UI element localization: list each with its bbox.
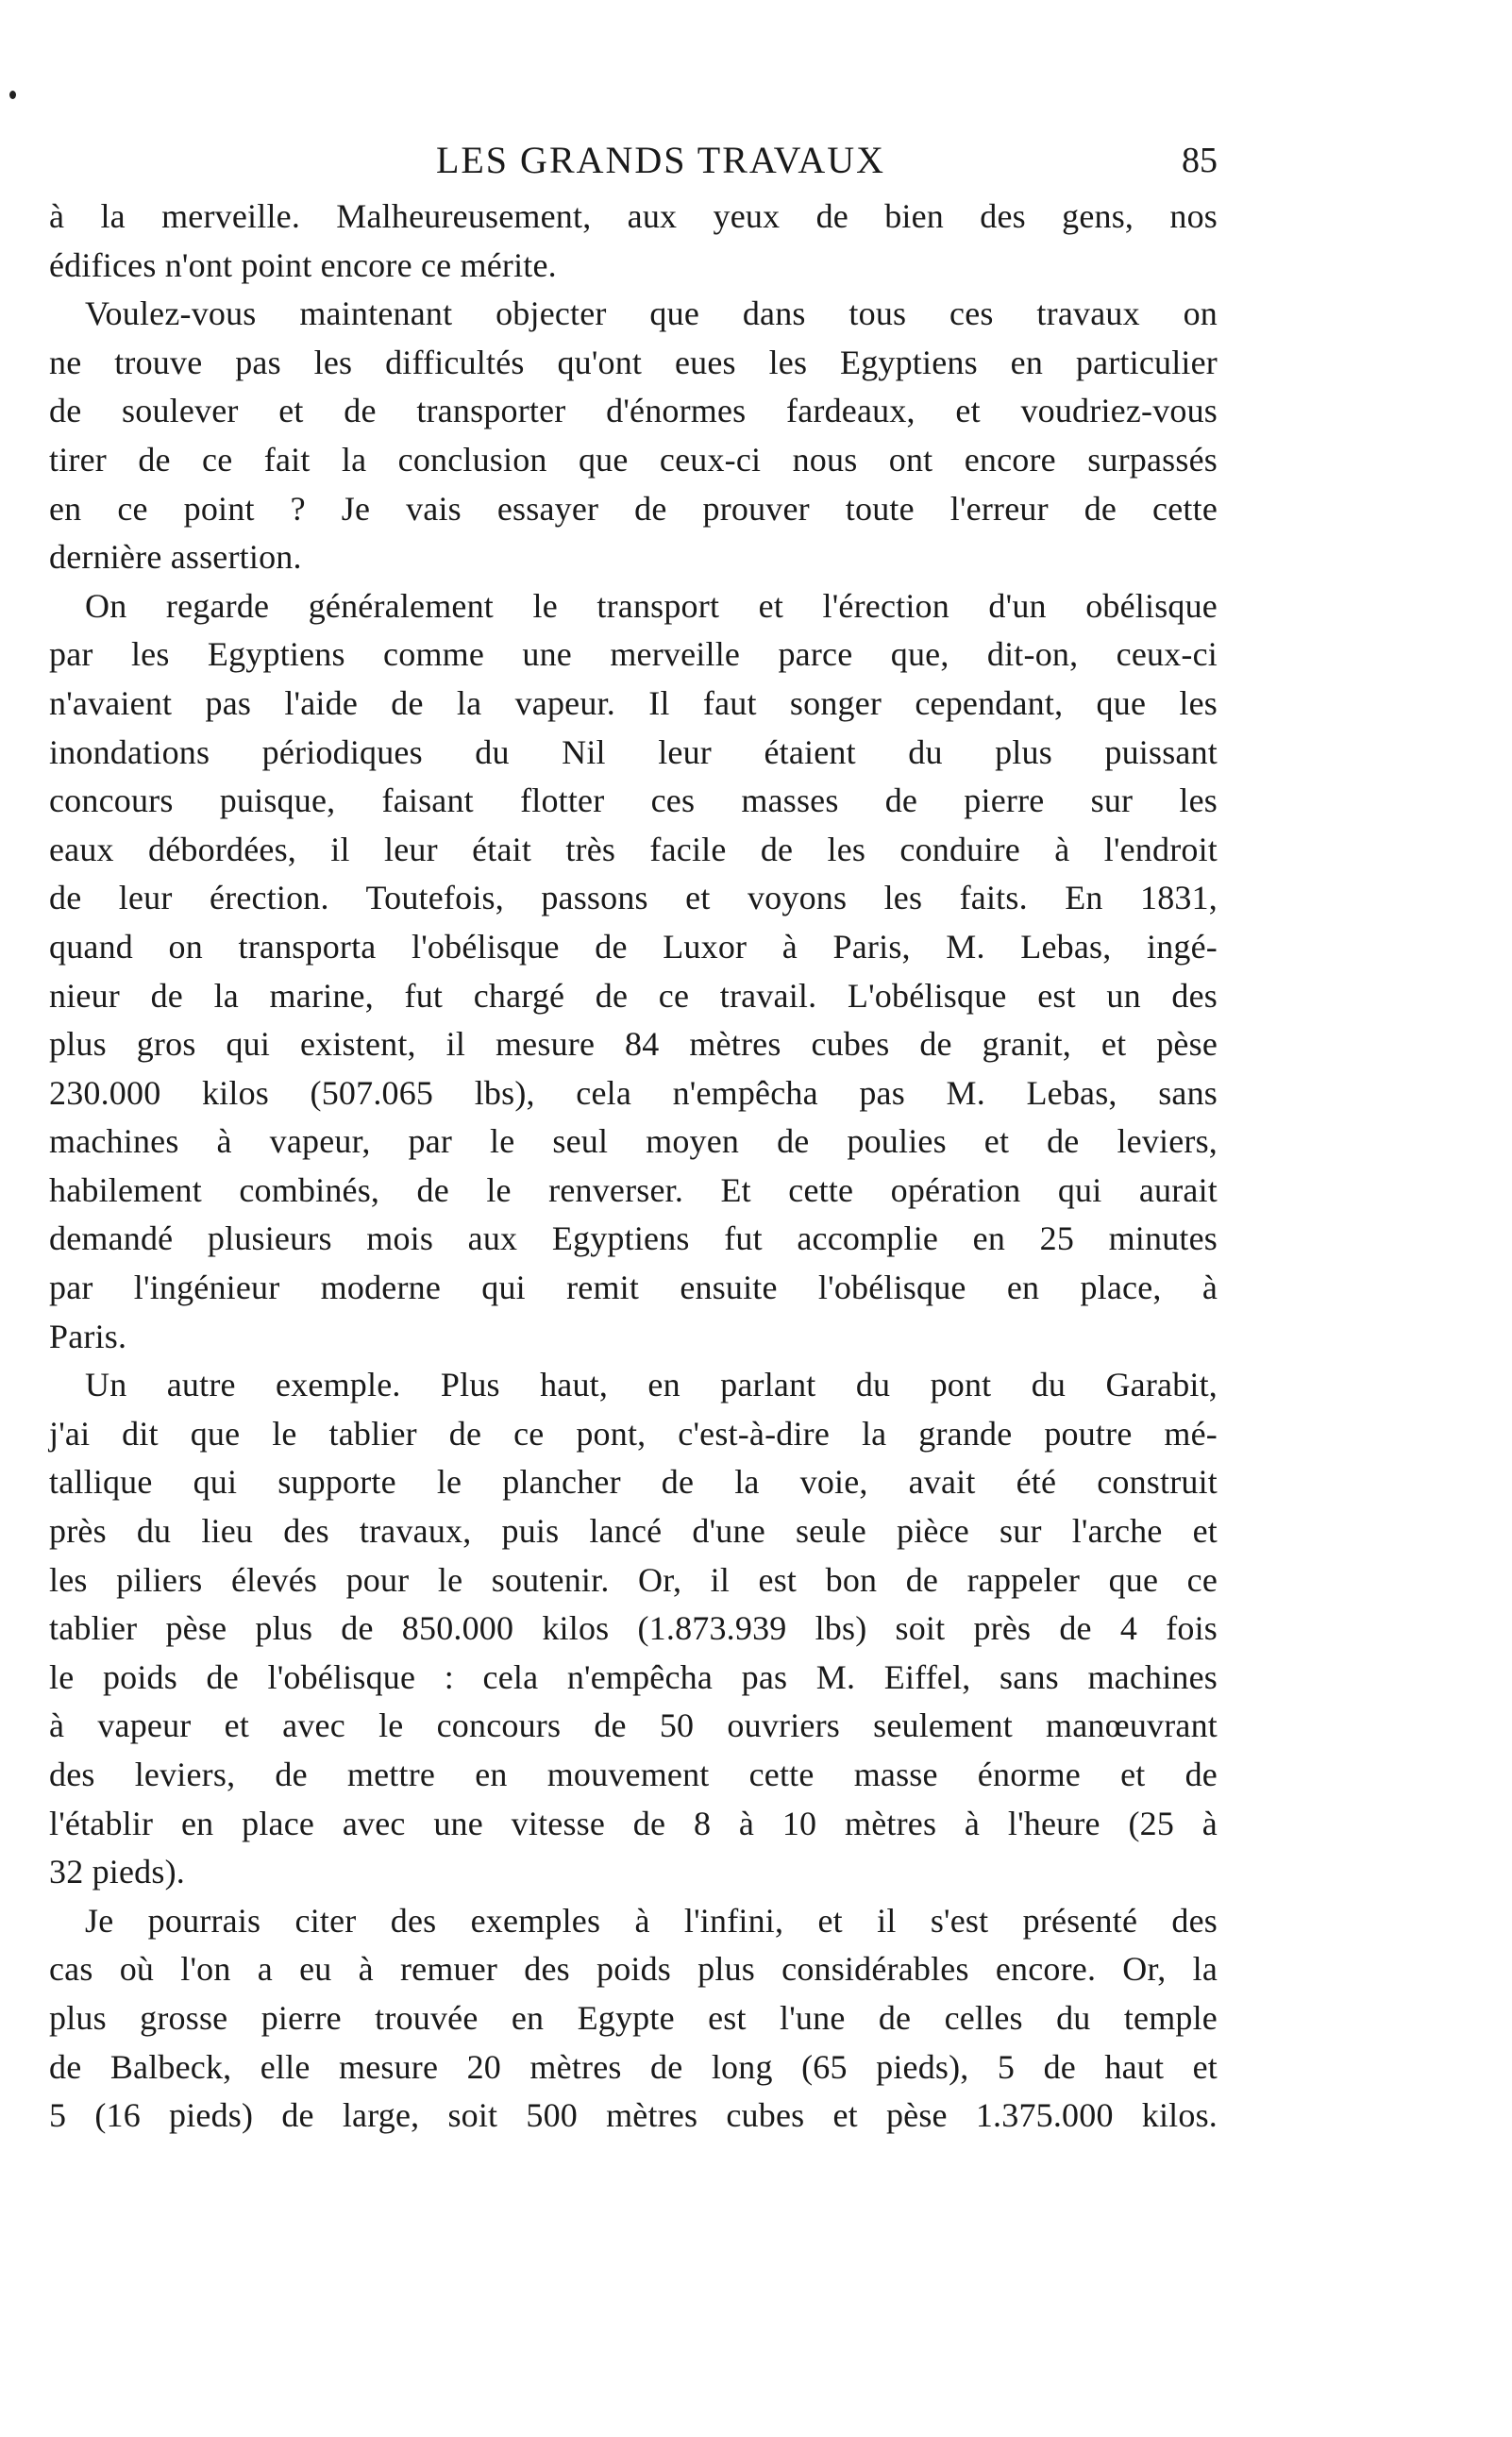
body-text (49, 193, 1218, 2141)
running-head (57, 132, 1218, 189)
text-line: de Balbeck, elle mesure 20 mètres de long (65 pieds), 5 de haut et (49, 2047, 1218, 2086)
text-line: tirer de ce fait la conclusion que ceux-ci nous ont encore surpassés (49, 440, 1218, 479)
text-line: de leur érection. Toutefois, passons et voyons les faits. En 1831, (49, 879, 1218, 917)
text-line: eaux débordées, il leur était très facile de les conduire à l'endroit (49, 830, 1218, 868)
margin-dot (9, 91, 16, 99)
text-line: concours puisque, faisant flotter ces masses de pierre sur les (49, 782, 1218, 820)
text-line: par l'ingénieur moderne qui remit ensuite l'obélisque en place, à (49, 1269, 1218, 1307)
text-line: habilement combinés, de le renverser. Et cette opération qui aurait (49, 1170, 1218, 1209)
text-line: près du lieu des travaux, puis lancé d'une seule pièce sur l'arche et (49, 1512, 1218, 1551)
text-line: les piliers élevés pour le soutenir. Or, il est bon de rappeler que ce (49, 1560, 1218, 1599)
text-line: dernière assertion. (49, 538, 302, 577)
text-line: j'ai dit que le tablier de ce pont, c'est-à-dire la grande poutre mé- (49, 1414, 1218, 1453)
text-line: de soulever et de transporter d'énormes fardeaux, et voudriez-vous (49, 392, 1218, 430)
text-line: édifices n'ont point encore ce mérite. (49, 245, 557, 284)
page-number: 85 (1182, 141, 1218, 180)
text-line: à vapeur et avec le concours de 50 ouvriers seulement manœuvrant (49, 1706, 1218, 1745)
text-line: machines à vapeur, par le seul moyen de poulies et de leviers, (49, 1122, 1218, 1161)
text-line: demandé plusieurs mois aux Egyptiens fut accomplie en 25 minutes (49, 1219, 1218, 1258)
text-line: nieur de la marine, fut chargé de ce travail. L'obélisque est un des (49, 976, 1218, 1015)
text-line: plus grosse pierre trouvée en Egypte est l'une de celles du temple (49, 1998, 1218, 2037)
text-line: tablier pèse plus de 850.000 kilos (1.873.939 lbs) soit près de 4 fois (49, 1609, 1218, 1648)
text-line: l'établir en place avec une vitesse de 8 à 10 mètres à l'heure (25 à (49, 1804, 1218, 1842)
text-line: 32 pieds). (49, 1853, 185, 1891)
text-line: Voulez-vous maintenant objecter que dans tous ces travaux on (85, 294, 1218, 333)
text-line: ne trouve pas les difficultés qu'ont eues les Egyptiens en particulier (49, 343, 1218, 381)
text-line: n'avaient pas l'aide de la vapeur. Il faut songer cependant, que les (49, 683, 1218, 722)
text-line: Un autre exemple. Plus haut, en parlant du pont du Garabit, (85, 1366, 1218, 1404)
text-line: Paris. (49, 1317, 127, 1355)
text-line: tallique qui supporte le plancher de la voie, avait été construit (49, 1463, 1218, 1502)
text-line: par les Egyptiens comme une merveille parce que, dit-on, ceux-ci (49, 635, 1218, 674)
text-line: plus gros qui existent, il mesure 84 mètres cubes de granit, et pèse (49, 1025, 1218, 1064)
text-line: à la merveille. Malheureusement, aux yeux de bien des gens, nos (49, 197, 1218, 235)
text-line: en ce point ? Je vais essayer de prouver toute l'erreur de cette (49, 489, 1218, 528)
text-line: 5 (16 pieds) de large, soit 500 mètres cubes et pèse 1.375.000 kilos. (49, 2096, 1218, 2135)
text-line: des leviers, de mettre en mouvement cette masse énorme et de (49, 1756, 1218, 1793)
text-line: inondations périodiques du Nil leur étaient du plus puissant (49, 732, 1218, 771)
text-line: quand on transporta l'obélisque de Luxor à Paris, M. Lebas, ingé- (49, 927, 1218, 966)
text-line: le poids de l'obélisque : cela n'empêcha pas M. Eiffel, sans machines (49, 1657, 1218, 1696)
text-line: Je pourrais citer des exemples à l'infini, et il s'est présenté des (85, 1901, 1218, 1940)
text-line: cas où l'on a eu à remuer des poids plus considérables encore. Or, la (49, 1950, 1218, 1989)
text-line: 230.000 kilos (507.065 lbs), cela n'empêcha pas M. Lebas, sans (49, 1073, 1218, 1112)
text-line: On regarde généralement le transport et l'érection d'un obélisque (85, 586, 1218, 625)
running-title: LES GRANDS TRAVAUX (435, 139, 886, 181)
